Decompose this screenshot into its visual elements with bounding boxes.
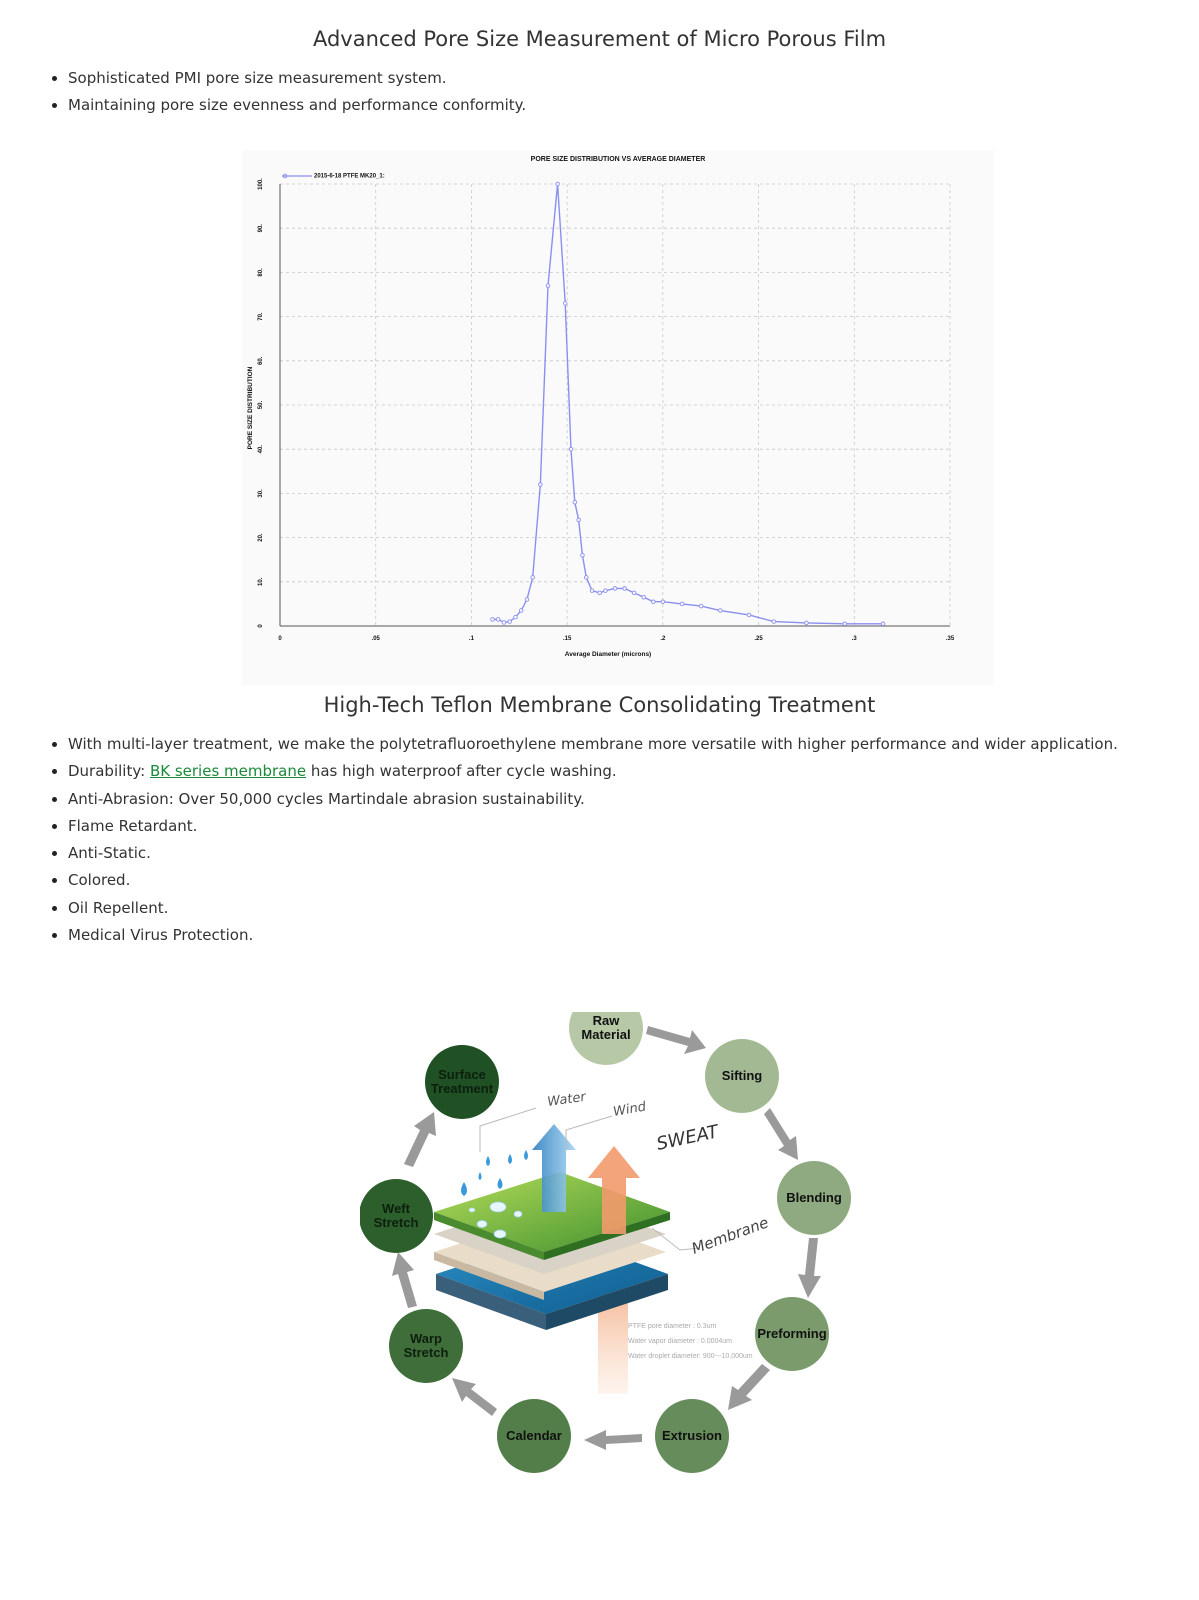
wind-label: Wind [612, 1099, 648, 1120]
list-item: Oil Repellent. [46, 898, 1118, 925]
section2-bullet-list [46, 734, 1118, 952]
y-tick-label: 20. [258, 533, 264, 542]
arrow-icon [404, 1112, 436, 1167]
process-step-label: Material [581, 1027, 631, 1042]
y-tick-label: 90. [258, 224, 264, 233]
section1-title: Advanced Pore Size Measurement of Micro Porous Film [312, 27, 887, 51]
x-tick-label: 0 [278, 636, 282, 642]
data-point [581, 553, 585, 557]
process-step-label: Surface [438, 1067, 486, 1082]
list-item: Maintaining pore size evenness and performance conformity. [46, 95, 526, 122]
chart-background [242, 150, 994, 685]
data-point [772, 620, 776, 624]
spec-pore-diameter: PTFE pore diameter : 0.3um [628, 1323, 717, 1330]
sweat-label: SWEAT [654, 1121, 721, 1155]
arrow-icon [728, 1364, 770, 1410]
x-tick-label: .05 [371, 636, 380, 642]
data-point [514, 615, 518, 619]
chart-y-axis-label: PORE SIZE DISTRIBUTION [247, 366, 254, 450]
y-tick-label: 80. [258, 268, 264, 277]
list-item: Flame Retardant. [46, 816, 1118, 843]
process-step-label: Raw [592, 1013, 620, 1028]
process-step-3 [777, 1161, 851, 1235]
process-step-label: Calendar [506, 1428, 562, 1443]
x-tick-label: .2 [660, 636, 666, 642]
arrow-icon [392, 1252, 417, 1308]
data-point [661, 600, 665, 604]
membrane-process-diagram [360, 1012, 880, 1522]
data-point [642, 595, 646, 599]
data-point [502, 621, 506, 625]
y-tick-label: 50. [258, 400, 264, 410]
data-point [569, 447, 573, 451]
list-item: Sophisticated PMI pore size measurement system. [46, 68, 526, 95]
data-point [556, 182, 560, 186]
x-tick-label: .3 [851, 636, 857, 642]
membrane-label: Membrane [689, 1213, 771, 1258]
data-point [525, 598, 529, 602]
process-step-label: Stretch [373, 1215, 419, 1230]
data-point [584, 576, 588, 580]
water-label: Water [546, 1089, 587, 1110]
water-leader-line [480, 1108, 536, 1152]
y-tick-label: 70. [258, 312, 264, 321]
data-point [539, 483, 543, 487]
process-step-8 [360, 1179, 433, 1253]
bk-series-membrane-link[interactable]: BK series membrane [149, 762, 307, 781]
data-point [508, 620, 512, 624]
data-point [604, 589, 608, 593]
process-step-label: Sifting [721, 1068, 763, 1083]
process-step-label: Blending [786, 1190, 842, 1205]
data-point [747, 613, 751, 617]
pore-size-chart [242, 150, 994, 685]
process-step-1 [569, 1012, 643, 1065]
process-step-label: Extrusion [662, 1428, 722, 1443]
process-step-label: Warp [409, 1331, 443, 1346]
wind-leader-line [566, 1116, 612, 1148]
process-step-7 [389, 1309, 463, 1383]
data-point [573, 500, 577, 504]
x-tick-label: .25 [754, 636, 763, 642]
x-tick-label: .35 [945, 636, 955, 642]
y-tick-label: 0 [258, 624, 264, 628]
data-point [843, 622, 847, 626]
arrow-icon [584, 1430, 642, 1450]
data-point [881, 622, 885, 626]
list-item-durability [46, 761, 1118, 788]
arrow-icon [764, 1108, 798, 1160]
spec-droplet-diameter: Water droplet diameter: 900---10,000um [628, 1353, 753, 1360]
spec-vapor-diameter: Water vapor diameter : 0.0004um [628, 1338, 733, 1345]
y-tick-label: 40. [258, 445, 264, 454]
process-step-2 [705, 1039, 779, 1113]
data-point [805, 621, 809, 625]
data-point [546, 284, 550, 288]
legend-label: 2015-6-18 PTFE MK20_1: [314, 173, 385, 180]
list-item: Anti-Abrasion: Over 50,000 cycles Martindale abrasion sustainability. [46, 789, 1118, 816]
chart-x-axis-label: Average Diameter (microns) [564, 651, 652, 658]
process-step-label: Weft [382, 1201, 410, 1216]
data-point [680, 602, 684, 606]
list-item: Medical Virus Protection. [46, 925, 1118, 952]
list-item: Colored. [46, 870, 1118, 897]
data-point [577, 518, 581, 522]
arrow-icon [798, 1238, 821, 1298]
arrow-icon [452, 1378, 497, 1416]
data-point [496, 618, 500, 622]
data-point [563, 302, 567, 306]
data-point [632, 591, 636, 595]
data-point [491, 618, 495, 622]
durability-prefix: Durability: [68, 762, 150, 781]
process-diagram-svg [360, 1012, 880, 1522]
y-tick-label: 30. [258, 489, 264, 498]
process-step-9 [425, 1045, 499, 1119]
section2-title: High-Tech Teflon Membrane Consolidating Treatment [323, 693, 876, 717]
chart-title: PORE SIZE DISTRIBUTION VS AVERAGE DIAMETER [530, 156, 706, 163]
data-point [699, 604, 703, 608]
membrane-illustration [434, 1090, 771, 1394]
data-point [590, 589, 594, 593]
data-point [613, 587, 617, 591]
process-step-5 [655, 1399, 729, 1473]
y-tick-label: 10. [258, 577, 264, 586]
process-step-label: Treatment [430, 1081, 494, 1096]
data-point [598, 591, 602, 595]
process-step-4 [755, 1297, 829, 1371]
data-point [718, 609, 722, 613]
data-point [651, 600, 655, 604]
process-step-label: Stretch [403, 1345, 449, 1360]
list-item: With multi-layer treatment, we make the polytetrafluoroethylene membrane more versatile with higher performance and wider application. [46, 734, 1118, 761]
data-point [623, 587, 627, 591]
process-step-6 [497, 1399, 571, 1473]
list-item: Anti-Static. [46, 843, 1118, 870]
x-tick-label: .1 [468, 636, 474, 642]
data-point [519, 609, 523, 613]
y-tick-label: 60. [258, 356, 264, 365]
data-point [531, 576, 535, 580]
durability-suffix: has high waterproof after cycle washing. [306, 762, 617, 781]
process-step-label: Preforming [757, 1326, 827, 1341]
section1-bullet-list [46, 68, 526, 123]
x-tick-label: .15 [562, 636, 572, 642]
arrow-icon [646, 1026, 706, 1054]
y-tick-label: 100. [258, 178, 264, 190]
pore-size-chart-svg [242, 150, 994, 685]
